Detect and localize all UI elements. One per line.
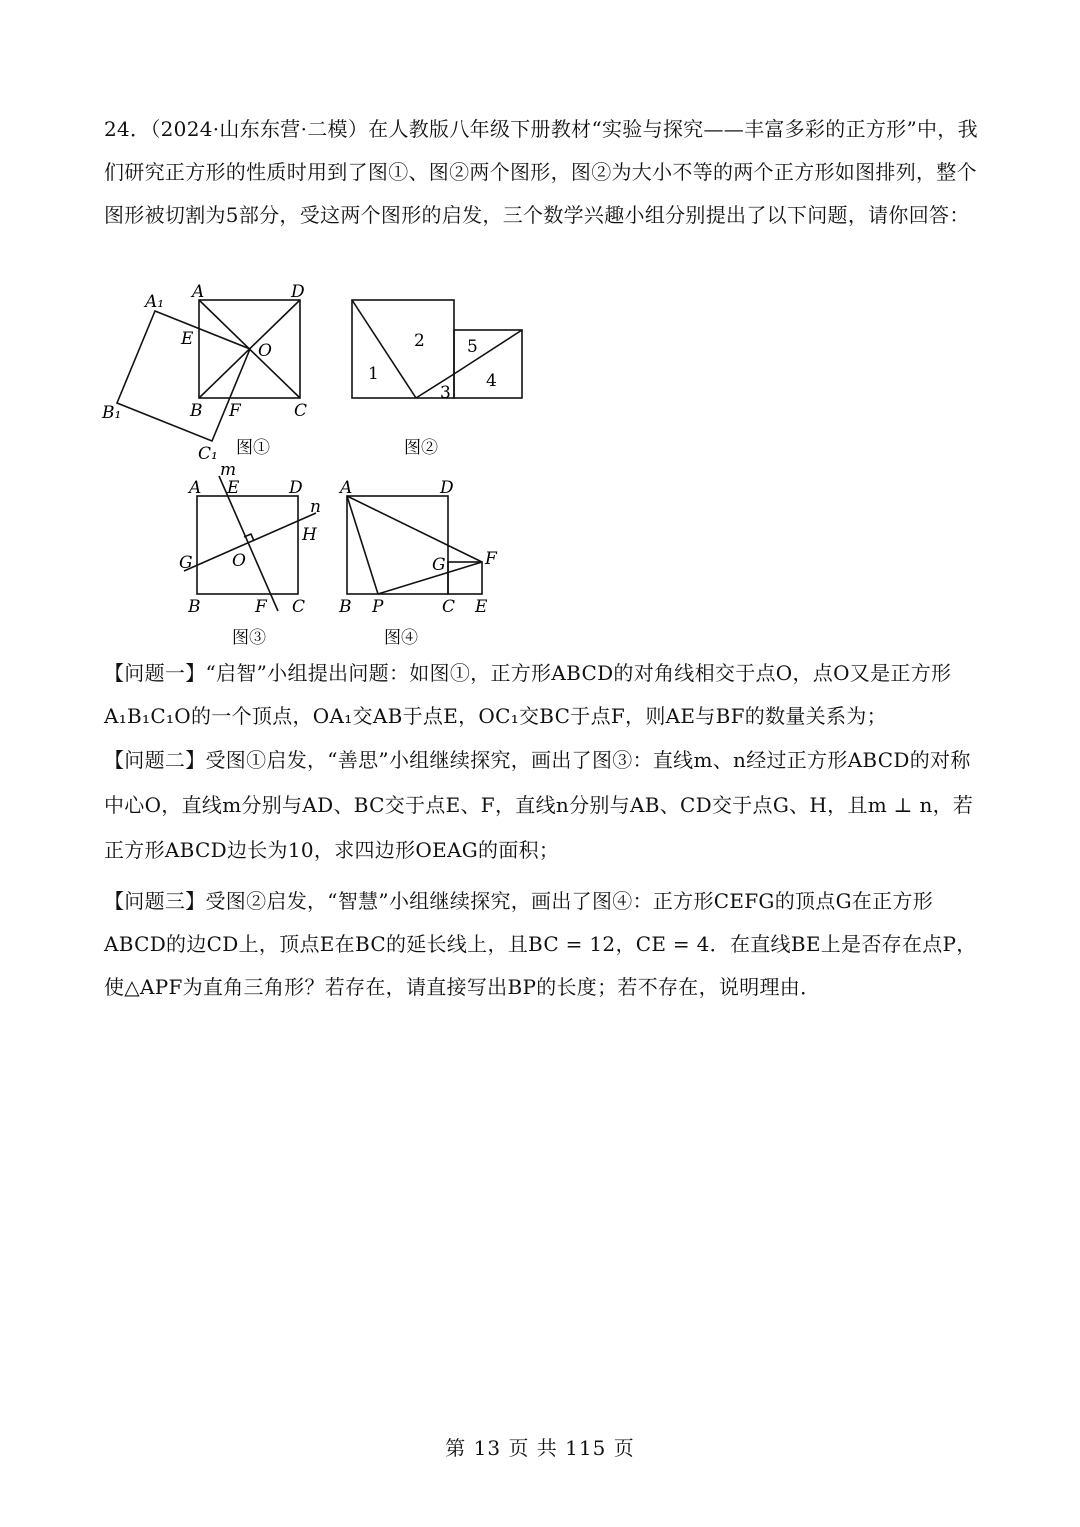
fig1-caption: 图① [236,438,270,458]
figures-svg [0,0,1080,660]
fig4-label-e: E [475,597,488,617]
figure-4 [347,496,482,594]
fig1-label-a1: A₁ [145,292,165,312]
fig3-label-h: H [302,525,317,545]
fig4-label-g: G [432,555,446,575]
fig4-label-c: C [442,597,456,617]
fig1-label-c: C [294,401,308,421]
problem-intro: 24．（2024·山东东营·二模）在人教版八年级下册教材“实验与探究——丰富多彩的正方形”中，我们研究正方形的性质时用到了图①、图②两个图形，图②为大小不等的两个正方形如图排列，整个图形被切割为5部分，受这两个图形的启发，三个数学兴趣小组分别提出了以下问题，请你回答： [104,117,978,227]
fig4-label-f: F [485,549,497,569]
page-footer: 第 13 页 共 115 页 [445,1436,635,1460]
fig4-label-b: B [339,597,352,617]
fig3-label-a: A [189,478,202,498]
fig3-caption: 图③ [232,628,266,648]
figure-1 [117,300,300,441]
fig2-label-1: 1 [368,364,379,384]
fig4-label-a: A [340,478,353,498]
fig3-label-m: m [220,460,237,480]
fig1-label-o: O [258,341,272,361]
fig1-label-a: A [192,282,205,302]
fig1-label-f: F [229,401,241,421]
fig2-caption: 图② [404,438,438,458]
fig4-label-d: D [440,478,454,498]
fig4-label-p: P [372,597,384,617]
fig1-label-d: D [291,282,305,302]
fig3-label-d: D [289,478,303,498]
fig3-label-c: C [292,597,306,617]
fig3-label-f: F [255,597,267,617]
fig2-label-3: 3 [440,383,451,403]
question-three: 【问题三】受图②启发，“智慧”小组继续探究，画出了图④：正方形CEFG的顶点G在正方形ABCD的边CD上，顶点E在BC的延长线上，且BC = 12，CE = 4．在直线BE上是否存在点P，使△APF为直角三角形？若存在，请直接写出BP的长度；若不存在，说明理由． [104,889,977,999]
fig3-label-e: E [227,478,240,498]
fig1-label-b: B [190,401,203,421]
fig1-label-c1: C₁ [198,444,218,464]
fig3-label-n: n [310,497,321,517]
fig4-caption: 图④ [384,628,418,648]
fig2-label-5: 5 [467,337,478,357]
fig3-label-b: B [188,597,201,617]
fig1-label-b1: B₁ [102,403,122,423]
fig1-label-e: E [181,329,194,349]
fig3-label-g: G [179,553,193,573]
fig2-label-4: 4 [486,371,497,391]
question-one: 【问题一】“启智”小组提出问题：如图①，正方形ABCD的对角线相交于点O，点O又是正方形A₁B₁C₁O的一个顶点，OA₁交AB于点E，OC₁交BC于点F，则AE与BF的数量关系为； [104,661,952,728]
question-two: 【问题二】受图①启发，“善思”小组继续探究，画出了图③：直线m、n经过正方形ABCD的对称中心O，直线m分别与AD、BC交于点E、F，直线n分别与AB、CD交于点G、H，且m ⊥ n，若正方形ABCD边长为10，求四边形OEAG的面积； [104,748,974,862]
fig3-label-o: O [232,551,246,571]
fig2-label-2: 2 [414,331,425,351]
